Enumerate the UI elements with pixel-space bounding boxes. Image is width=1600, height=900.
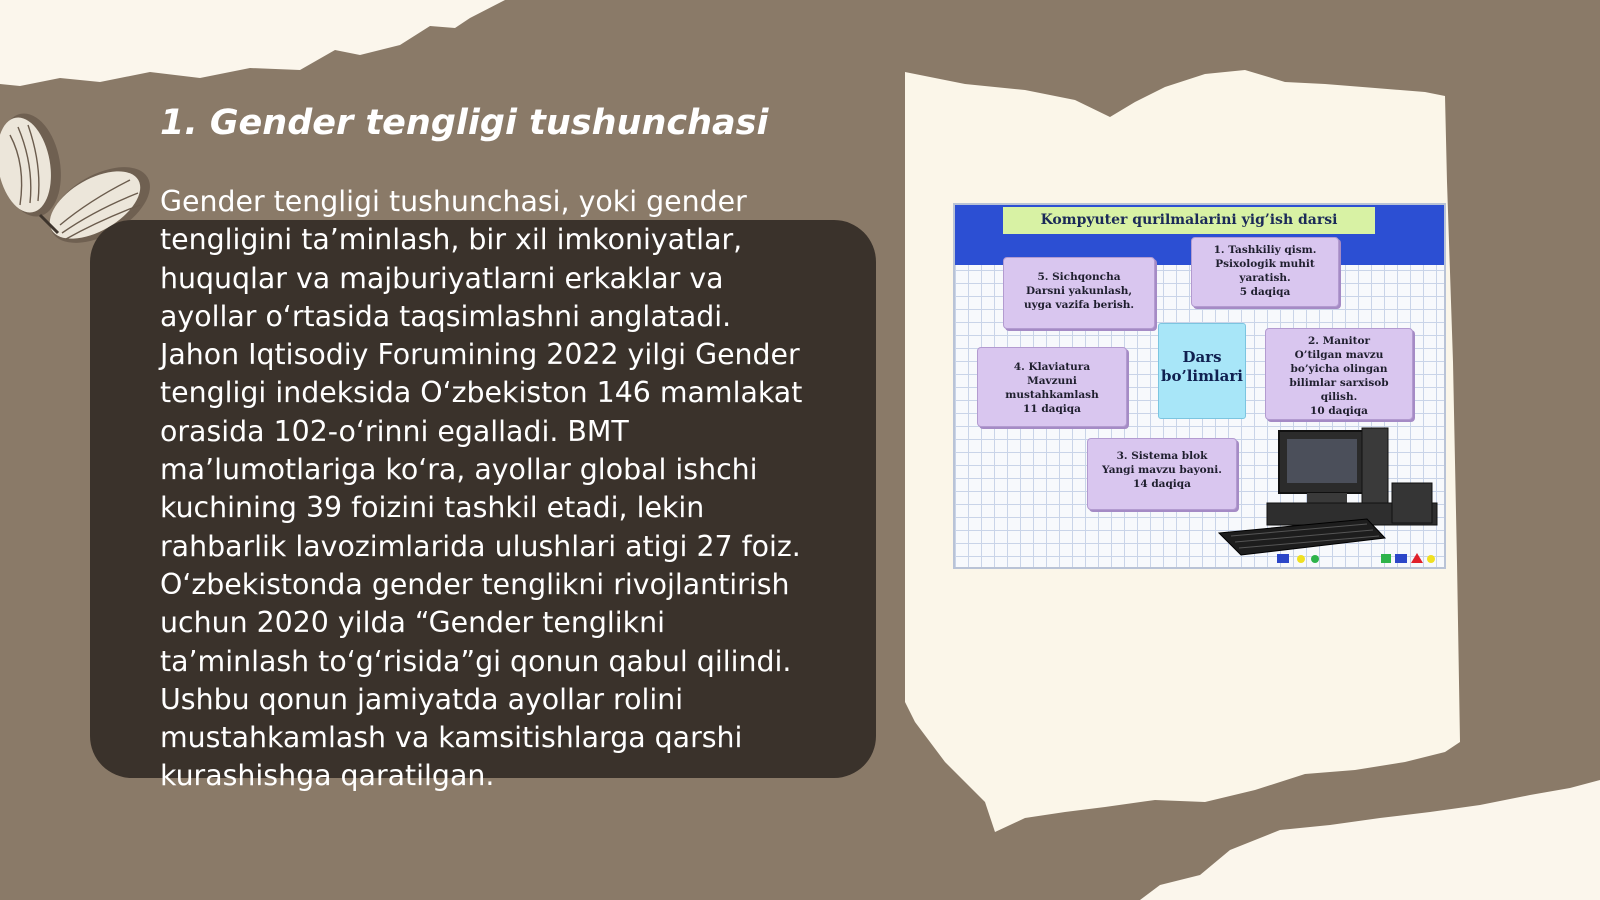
body-line: ayollar o‘rtasida taqsimlashni anglatadi.	[160, 299, 732, 333]
decorative-dots	[1277, 551, 1437, 565]
lesson-diagram-image	[953, 203, 1446, 569]
body-line: tengligi indeksida O‘zbekiston 146 mamlakat	[160, 376, 803, 410]
card-text: 5. Sichqoncha	[1037, 271, 1121, 283]
body-line: Jahon Iqtisodiy Forumining 2022 yilgi Gender	[160, 338, 800, 372]
card-text: Mavzuni	[1027, 375, 1077, 387]
card-text: 11 daqiqa	[1023, 403, 1081, 415]
card-text: 5 daqiqa	[1239, 286, 1291, 298]
part-2-card	[1265, 328, 1413, 420]
body-line: rahbarlik lavozimlarida ulushlari atigi 27 foiz.	[160, 529, 801, 563]
card-text: 3. Sistema blok	[1116, 450, 1208, 462]
body-line: orasida 102-o‘rinni egalladi. BMT	[160, 414, 629, 448]
card-text: 4. Klaviatura	[1013, 361, 1091, 373]
part-5-card	[1003, 257, 1155, 329]
card-text: bilimlar sarxisob	[1289, 377, 1389, 389]
body-line: ta’minlash to‘g‘risida”gi qonun qabul qilindi.	[160, 644, 792, 678]
body-line: kuchining 39 foizini tashkil etadi, lekin	[160, 491, 705, 525]
lesson-parts-center	[1158, 323, 1246, 419]
diagram-title: Kompyuter qurilmalarini yig’ish darsi	[1003, 207, 1375, 234]
body-line: Gender tengligi tushunchasi, yoki gender	[160, 185, 747, 218]
card-text: 10 daqiqa	[1310, 405, 1368, 417]
body-line: Ushbu qonun jamiyatda ayollar rolini	[160, 682, 684, 716]
center-text: Dars	[1182, 348, 1222, 366]
body-paragraph	[160, 183, 850, 796]
card-text: uyga vazifa berish.	[1023, 299, 1135, 311]
card-text: Yangi mavzu bayoni.	[1102, 464, 1222, 476]
card-text: qilish.	[1320, 391, 1358, 403]
card-text: mustahkamlash	[1005, 389, 1099, 401]
card-text: Psixologik muhit	[1215, 258, 1315, 270]
card-text: 2. Manitor	[1307, 335, 1371, 347]
body-line: tengligini ta’minlash, bir xil imkoniyatlar,	[160, 223, 743, 257]
body-line: uchun 2020 yilda “Gender tenglikni	[160, 606, 665, 640]
card-text: bo’yicha olingan	[1290, 363, 1388, 375]
body-line: ma’lumotlariga ko‘ra, ayollar global ishchi	[160, 453, 758, 487]
body-line: O‘zbekistonda gender tenglikni rivojlantirish	[160, 567, 790, 601]
card-text: 1. Tashkiliy qism.	[1213, 244, 1317, 256]
body-line: kurashishga qaratilgan.	[160, 759, 495, 793]
body-line: mustahkamlash va kamsitishlarga qarshi	[160, 721, 743, 755]
card-text: yaratish.	[1239, 272, 1291, 284]
body-line: huquqlar va majburiyatlarni erkaklar va	[160, 261, 724, 295]
card-text: O’tilgan mavzu	[1294, 349, 1384, 361]
part-4-card	[977, 347, 1127, 427]
slide-title: 1. Gender tengligi tushunchasi	[160, 103, 769, 143]
card-text: Darsni yakunlash,	[1025, 285, 1133, 297]
part-3-card	[1087, 438, 1237, 510]
computer-icon	[1217, 423, 1446, 563]
center-text: bo’limlari	[1160, 367, 1243, 385]
part-1-card	[1191, 237, 1339, 307]
torn-paper-top	[0, 0, 560, 100]
card-text: 14 daqiqa	[1133, 478, 1191, 490]
